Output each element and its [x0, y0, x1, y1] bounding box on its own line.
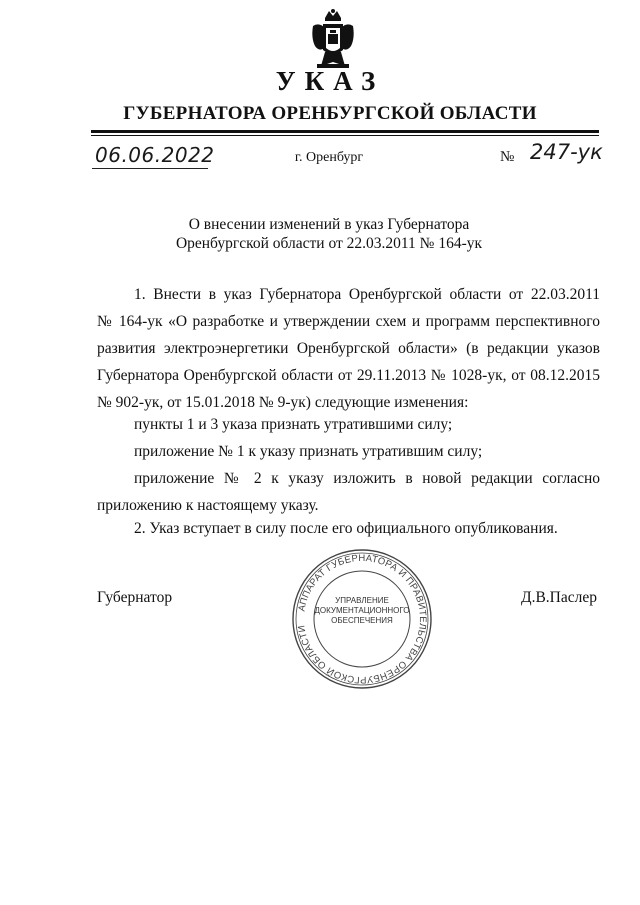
document-date: 06.06.2022 [95, 143, 215, 167]
document-number: 247-ук [530, 140, 603, 164]
stamp-line-3: ОБЕСПЕЧЕНИЯ [331, 616, 393, 625]
paragraph-1-line: 1. Внести в указ Губернатора Оренбургской области от 22.03.2011 [134, 286, 600, 303]
subject-line-2: Оренбургской области от 22.03.2011 № 164-ук [175, 235, 483, 252]
signatory-name: Д.В.Паслер [521, 589, 597, 606]
date-underline [92, 168, 208, 169]
paragraph-1-line: Губернатора Оренбургской области от 29.11.2013 № 1028-ук, от 08.12.2015 [97, 367, 600, 384]
item-3-line: приложение № 2 к указу изложить в новой редакции согласно [134, 470, 600, 487]
paragraph-2: 2. Указ вступает в силу после его официального опубликования. [134, 520, 558, 537]
paragraph-1 [97, 281, 600, 416]
paragraph-1-line: № 164-ук «О разработке и утверждении схем и программ перспективного [97, 313, 600, 330]
stamp-line-2: ДОКУМЕНТАЦИОННОГО [314, 606, 410, 615]
signatory-position: Губернатор [97, 589, 173, 606]
item-3-line: приложению к настоящему указу. [97, 497, 319, 514]
document-subject [0, 215, 640, 253]
number-sign: № [500, 149, 515, 165]
document-type-title: УКАЗ [275, 66, 385, 96]
item-1: пункты 1 и 3 указа признать утратившими силу; [134, 416, 453, 433]
stamp-line-1: УПРАВЛЕНИЕ [335, 596, 389, 605]
header-rule-thin [91, 135, 599, 136]
issuer-title: ГУБЕРНАТОРА ОРЕНБУРГСКОЙ ОБЛАСТИ [123, 103, 537, 124]
coat-of-arms-icon [311, 8, 355, 70]
header-rule-thick [91, 130, 599, 133]
item-2: приложение № 1 к указу признать утратившим силу; [134, 443, 483, 460]
paragraph-1-line: развития электроэнергетики Оренбургской области» (в редакции указов [97, 340, 600, 357]
stamp-outer-text: АППАРАТ ГУБЕРНАТОРА И ПРАВИТЕЛЬСТВА ОРЕНБУРГСКОЙ ОБЛАСТИ [296, 552, 429, 686]
paragraph-1-line: № 902-ук, от 15.01.2018 № 9-ук) следующие изменения: [97, 394, 469, 411]
document-city: г. Оренбург [294, 150, 364, 165]
subject-line-1: О внесении изменений в указ Губернатора [188, 216, 470, 233]
item-3 [97, 465, 600, 519]
official-stamp [291, 548, 433, 690]
